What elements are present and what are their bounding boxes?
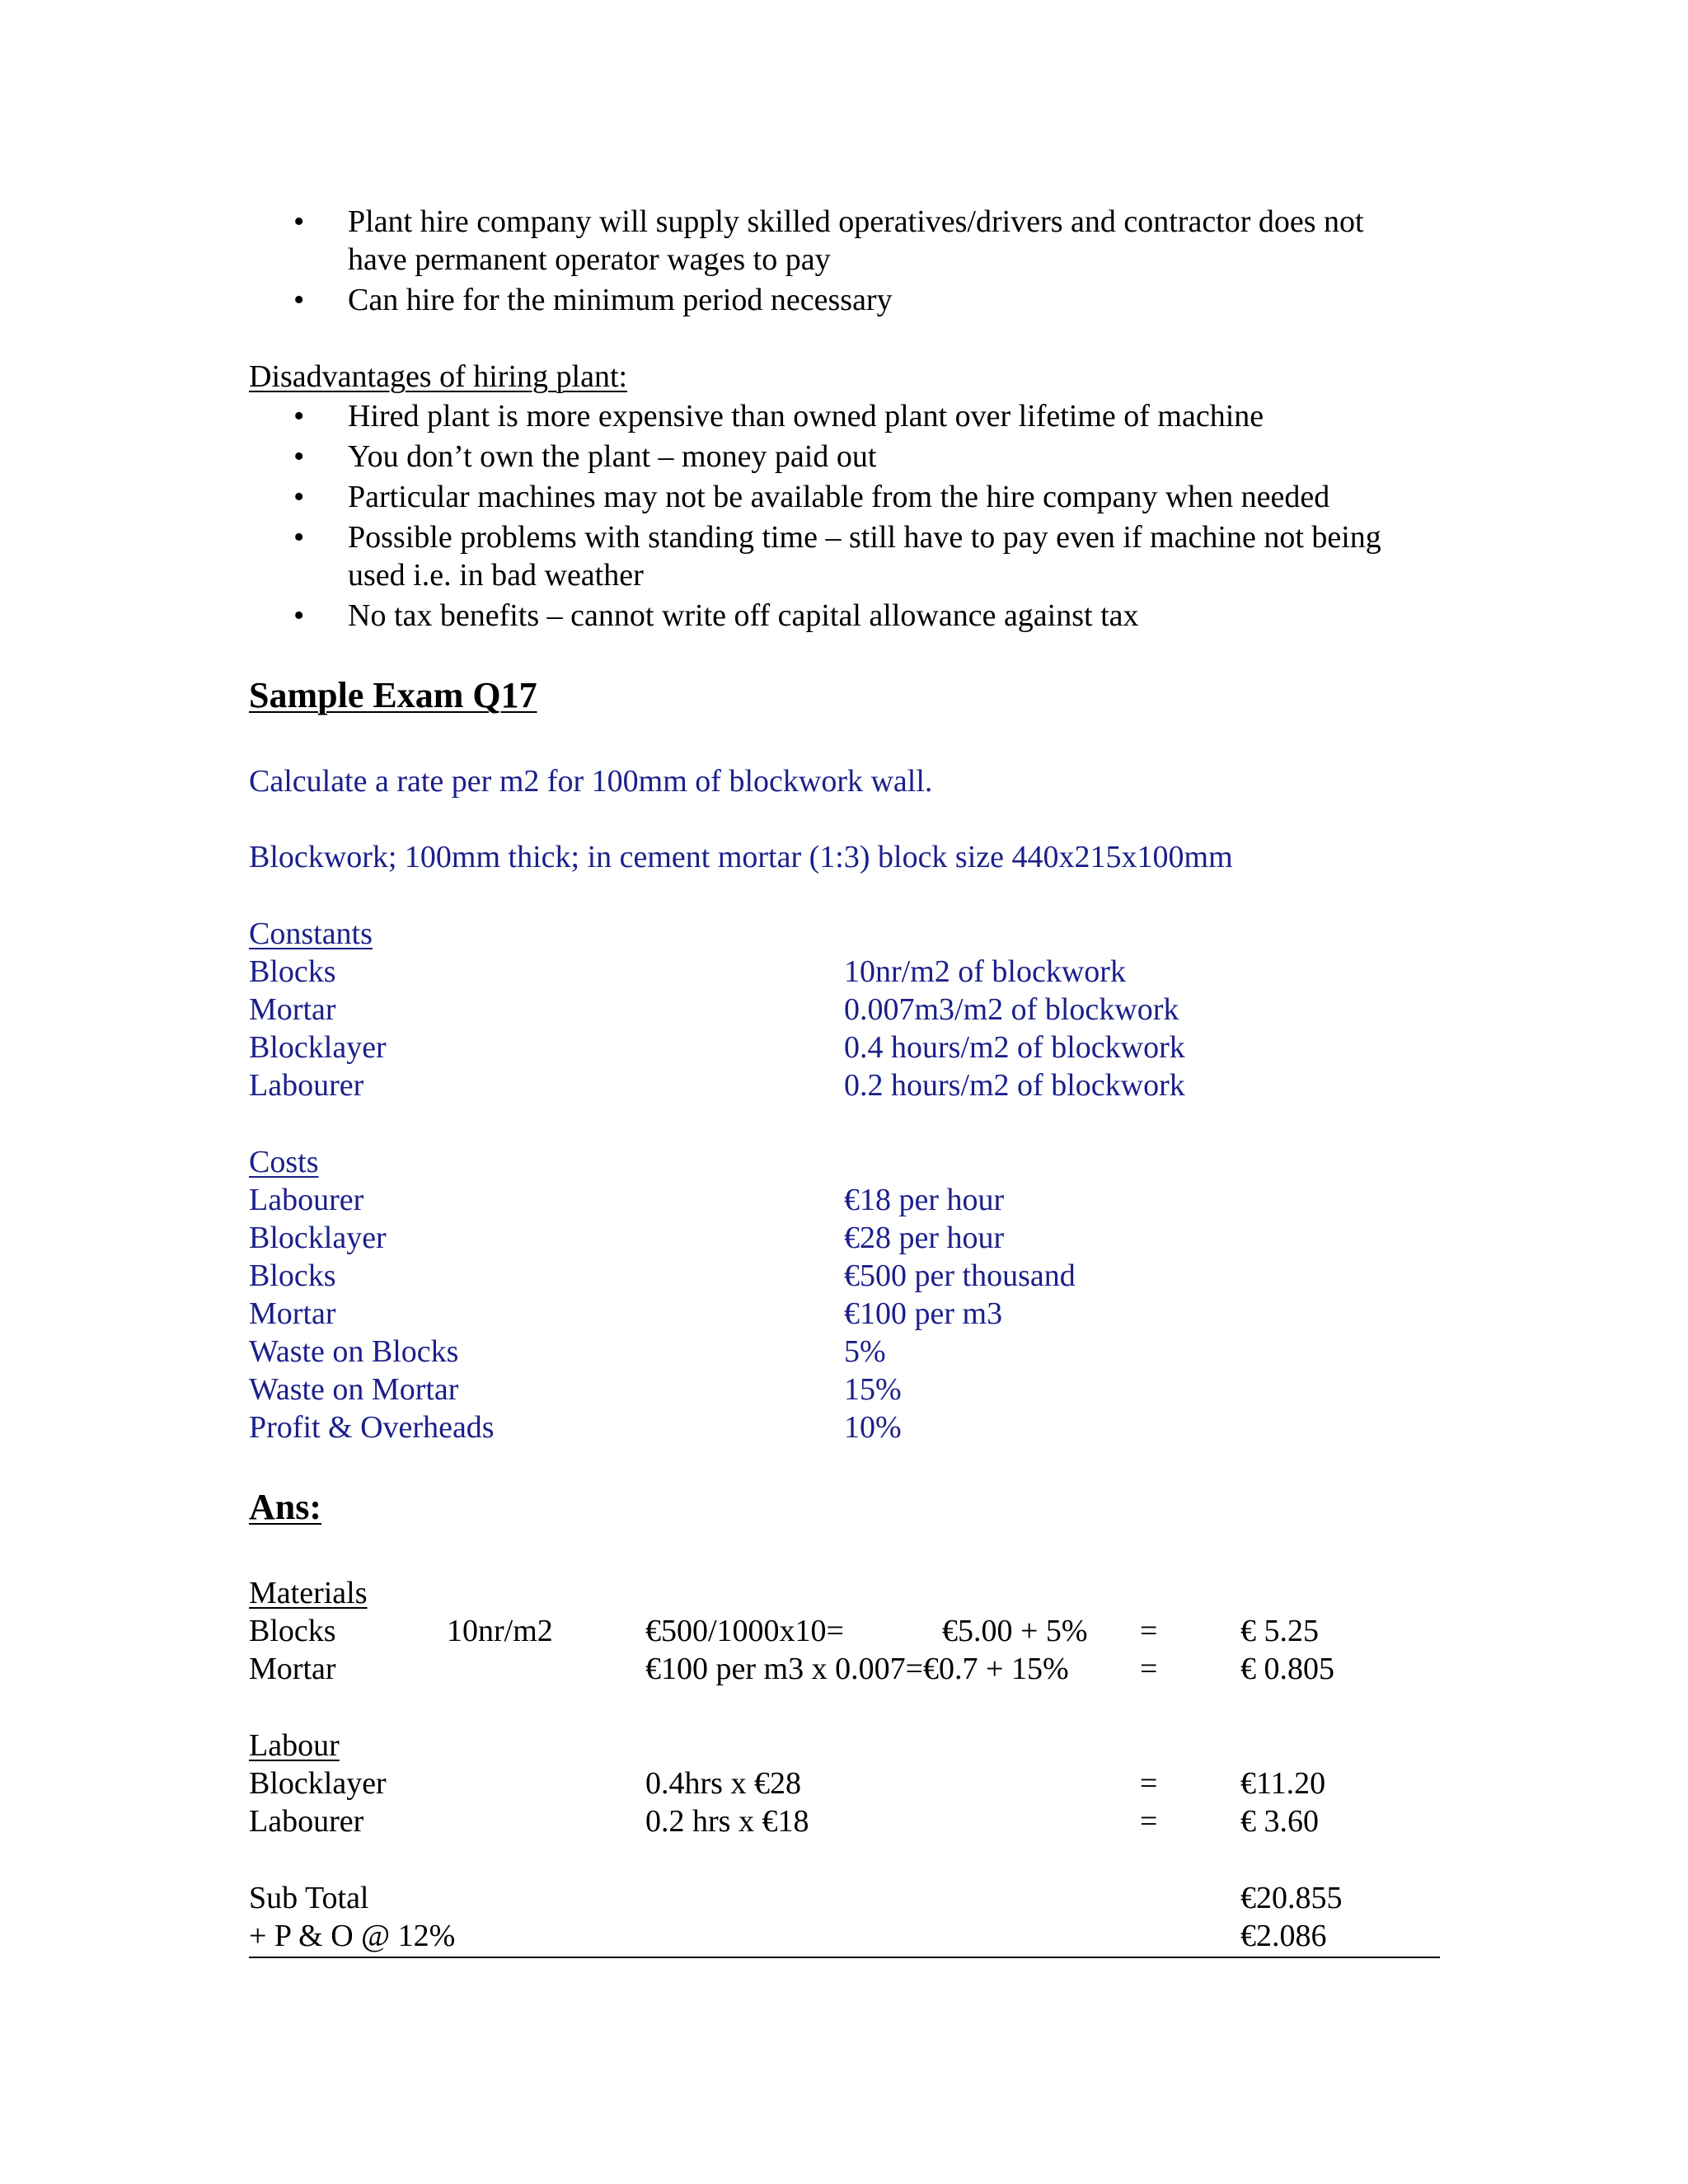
constant-label: Blocks — [249, 954, 336, 989]
answer-row-total: €11.20 — [1240, 1766, 1326, 1801]
bullet-marker: • — [293, 399, 305, 434]
disadvantage-item-4-line-2: used i.e. in bad weather — [348, 558, 644, 593]
answer-row-total: € 0.805 — [1240, 1652, 1334, 1686]
constant-value: 0.4 hours/m2 of blockwork — [844, 1030, 1185, 1065]
answer-row-calc2: €5.00 + 5% — [942, 1614, 1088, 1648]
cost-value: €18 per hour — [844, 1183, 1005, 1217]
constant-value: 10nr/m2 of blockwork — [844, 954, 1126, 989]
answer-row-calc: €500/1000x10= — [645, 1614, 844, 1648]
cost-value: 10% — [844, 1410, 902, 1445]
cost-label: Blocklayer — [249, 1221, 387, 1255]
bullet-marker: • — [293, 283, 305, 317]
cost-label: Mortar — [249, 1296, 336, 1331]
constant-value: 0.2 hours/m2 of blockwork — [844, 1068, 1185, 1103]
disadvantage-item-5: No tax benefits – cannot write off capital allowance against tax — [348, 598, 1139, 633]
answer-row-calc: 0.2 hrs x €18 — [645, 1804, 809, 1839]
cost-label: Profit & Overheads — [249, 1410, 495, 1445]
constants-heading: Constants — [249, 916, 373, 951]
disadvantages-heading: Disadvantages of hiring plant: — [249, 359, 628, 394]
answer-row-label: Mortar — [249, 1652, 336, 1686]
subtotal-label: Sub Total — [249, 1881, 369, 1915]
materials-heading: Materials — [249, 1576, 368, 1610]
answer-row-equals: = — [1140, 1766, 1158, 1801]
cost-label: Waste on Blocks — [249, 1334, 459, 1369]
constant-label: Mortar — [249, 992, 336, 1027]
disadvantage-item-1: Hired plant is more expensive than owned plant over lifetime of machine — [348, 399, 1264, 434]
answer-row-qty: 10nr/m2 — [447, 1614, 553, 1648]
answer-row-total: € 3.60 — [1240, 1804, 1319, 1839]
cost-label: Waste on Mortar — [249, 1372, 459, 1407]
answer-row-label: Blocks — [249, 1614, 336, 1648]
cost-label: Labourer — [249, 1183, 364, 1217]
advantage-item-1-line-1: Plant hire company will supply skilled operatives/drivers and contractor does not — [348, 204, 1364, 239]
cost-value: €100 per m3 — [844, 1296, 1003, 1331]
bullet-marker: • — [293, 439, 305, 474]
answer-row-label: Blocklayer — [249, 1766, 387, 1801]
po-label: + P & O @ 12% — [249, 1919, 456, 1953]
po-total: €2.086 — [1240, 1919, 1327, 1953]
bullet-marker: • — [293, 480, 305, 514]
costs-heading: Costs — [249, 1145, 319, 1179]
bullet-marker: • — [293, 204, 305, 239]
advantage-item-2: Can hire for the minimum period necessary — [348, 283, 893, 317]
disadvantage-item-4-line-1: Possible problems with standing time – still have to pay even if machine not being — [348, 520, 1381, 555]
disadvantage-item-2: You don’t own the plant – money paid out — [348, 439, 877, 474]
answer-row-calc: €100 per m3 x 0.007=€0.7 + 15% — [645, 1652, 1069, 1686]
labour-heading: Labour — [249, 1728, 340, 1763]
constant-label: Blocklayer — [249, 1030, 387, 1065]
total-rule — [249, 1957, 1440, 1958]
bullet-marker: • — [293, 520, 305, 555]
cost-value: €500 per thousand — [844, 1258, 1076, 1293]
constant-label: Labourer — [249, 1068, 364, 1103]
disadvantage-item-3: Particular machines may not be available from the hire company when needed — [348, 480, 1330, 514]
subtotal-total: €20.855 — [1240, 1881, 1343, 1915]
exam-title: Sample Exam Q17 — [249, 675, 537, 715]
exam-question: Calculate a rate per m2 for 100mm of blockwork wall. — [249, 764, 933, 799]
constant-value: 0.007m3/m2 of blockwork — [844, 992, 1179, 1027]
cost-value: 5% — [844, 1334, 886, 1369]
exam-spec: Blockwork; 100mm thick; in cement mortar (1:3) block size 440x215x100mm — [249, 840, 1233, 874]
answer-row-equals: = — [1140, 1804, 1158, 1839]
bullet-marker: • — [293, 598, 305, 633]
cost-value: €28 per hour — [844, 1221, 1005, 1255]
cost-label: Blocks — [249, 1258, 336, 1293]
answer-row-total: € 5.25 — [1240, 1614, 1319, 1648]
answer-row-equals: = — [1140, 1652, 1158, 1686]
answer-row-equals: = — [1140, 1614, 1158, 1648]
answer-row-label: Labourer — [249, 1804, 364, 1839]
cost-value: 15% — [844, 1372, 902, 1407]
answer-row-calc: 0.4hrs x €28 — [645, 1766, 801, 1801]
advantage-item-1-line-2: have permanent operator wages to pay — [348, 242, 831, 277]
answer-heading: Ans: — [249, 1487, 322, 1527]
